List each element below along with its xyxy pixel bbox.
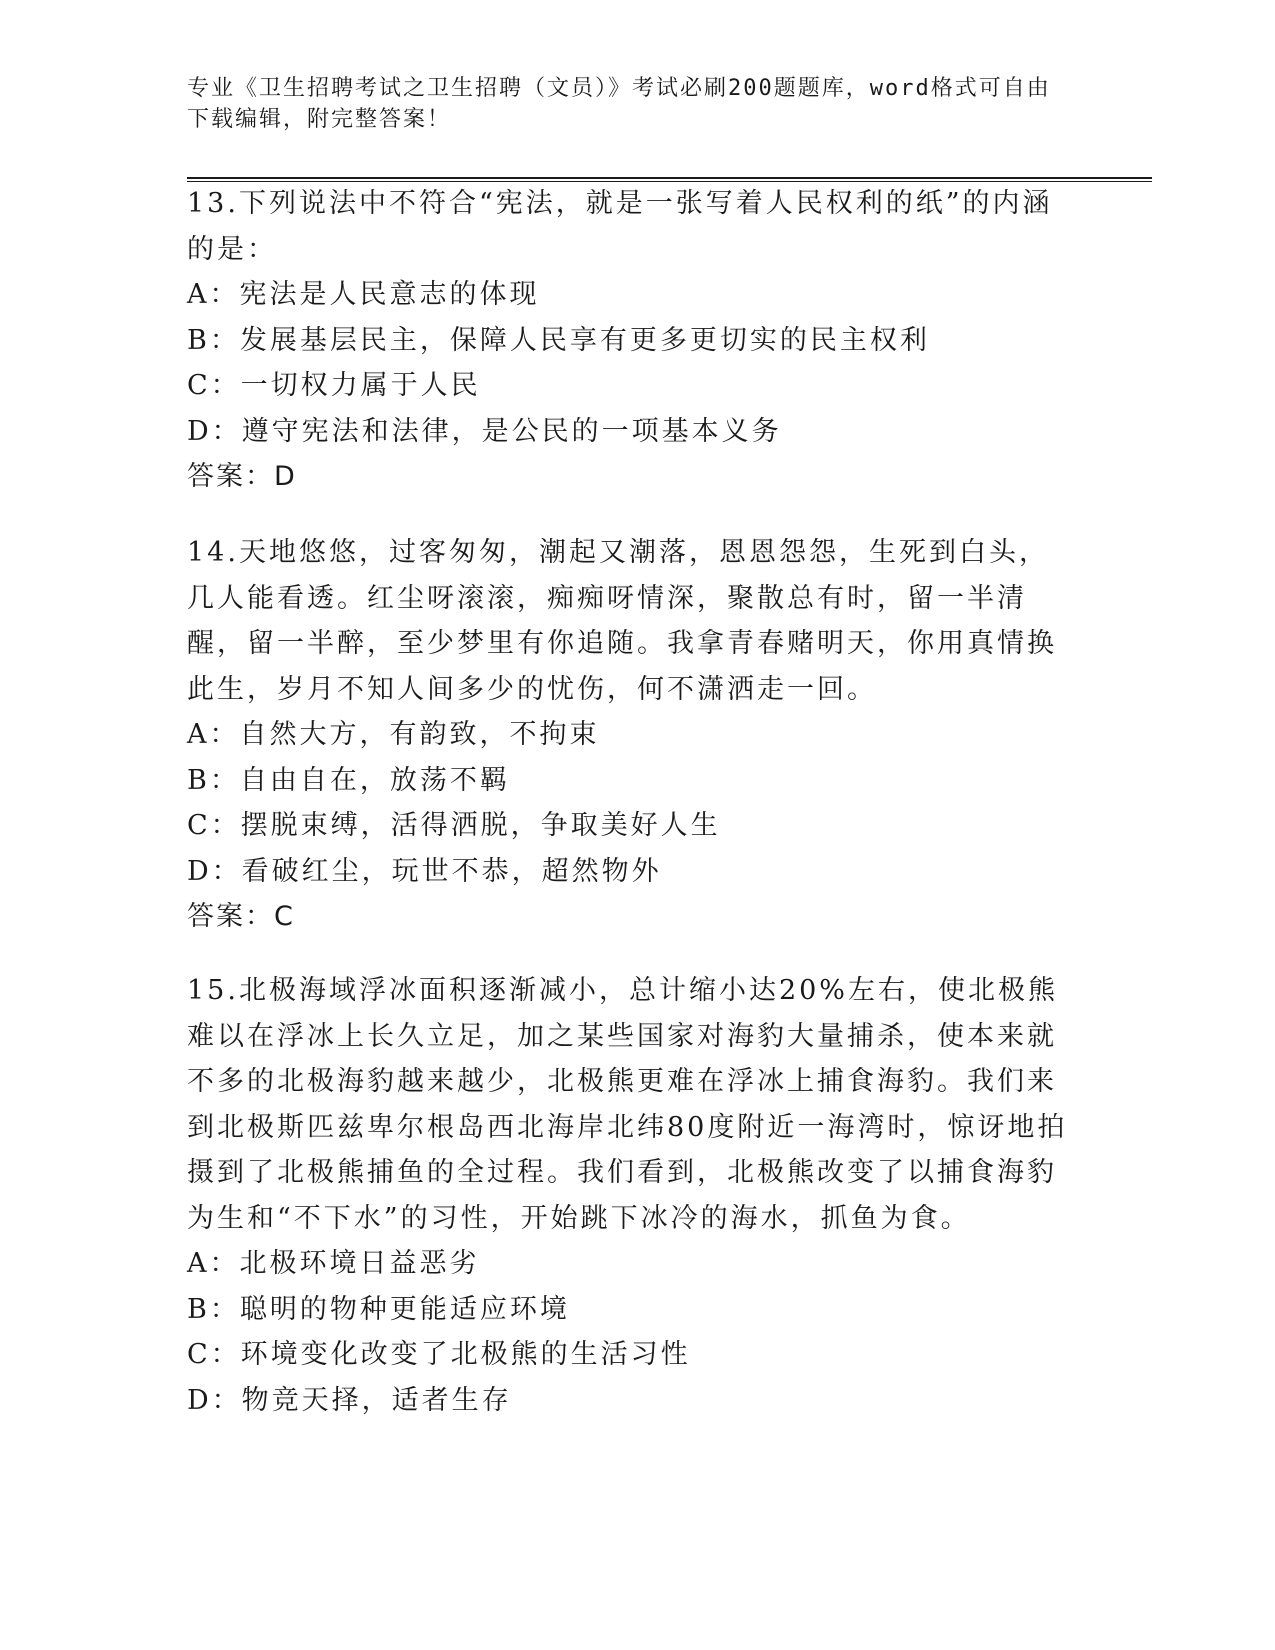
answer-label: 答案：C [187, 901, 295, 932]
option-c: C：环境变化改变了北极熊的生活习性 [187, 1339, 691, 1370]
header-divider-thick [187, 177, 1152, 179]
question-13 [187, 181, 1077, 500]
option-a: A：宪法是人民意志的体现 [187, 279, 540, 310]
option-d: D：遵守宪法和法律，是公民的一项基本义务 [187, 415, 782, 447]
option-b: B：聪明的物种更能适应环境 [187, 1293, 570, 1325]
answer-label: 答案：D [187, 461, 297, 492]
option-c: C：摆脱束缚，活得洒脱，争取美好人生 [187, 810, 721, 841]
question-text: 14.天地悠悠，过客匆匆，潮起又潮落，恩恩怨怨，生死到白头，几人能看透。红尘呀滚滚，痴痴呀情深，聚散总有时，留一半清醒，留一半醉，至少梦里有你追随。我拿青春赌明天，你用真情换此生，岁月不知人间多少的忧伤，何不潇洒走一回。 [187, 537, 1057, 705]
question-14 [187, 530, 1077, 940]
option-c: C：一切权力属于人民 [187, 370, 481, 401]
question-text: 15.北极海域浮冰面积逐渐减小，总计缩小达20%左右，使北极熊难以在浮冰上长久立足，加之某些国家对海豹大量捕杀，使本来就不多的北极海豹越来越少，北极熊更难在浮冰上捕食海豹。我们来到北极斯匹兹卑尔根岛西北海岸北纬80度附近一海湾时，惊讶地拍摄到了北极熊捕鱼的全过程。我们看到，北极熊改变了以捕食海豹为生和“不下水”的习性，开始跳下冰冷的海水，抓鱼为食。 [187, 975, 1068, 1234]
question-text: 13.下列说法中不符合“宪法，就是一张写着人民权利的纸”的内涵的是： [187, 188, 1053, 265]
option-a: A：北极环境日益恶劣 [187, 1248, 480, 1279]
option-b: B：自由自在，放荡不羁 [187, 764, 510, 796]
option-d: D：物竞天择，适者生存 [187, 1384, 512, 1416]
document-header: 专业《卫生招聘考试之卫生招聘（文员）》考试必刷200题题库，word格式可自由下载编辑，附完整答案！ [187, 76, 1051, 132]
option-a: A：自然大方，有韵致，不拘束 [187, 719, 600, 750]
option-b: B：发展基层民主，保障人民享有更多更切实的民主权利 [187, 324, 930, 356]
question-15 [187, 968, 1077, 1423]
option-d: D：看破红尘，玩世不恭，超然物外 [187, 855, 662, 887]
